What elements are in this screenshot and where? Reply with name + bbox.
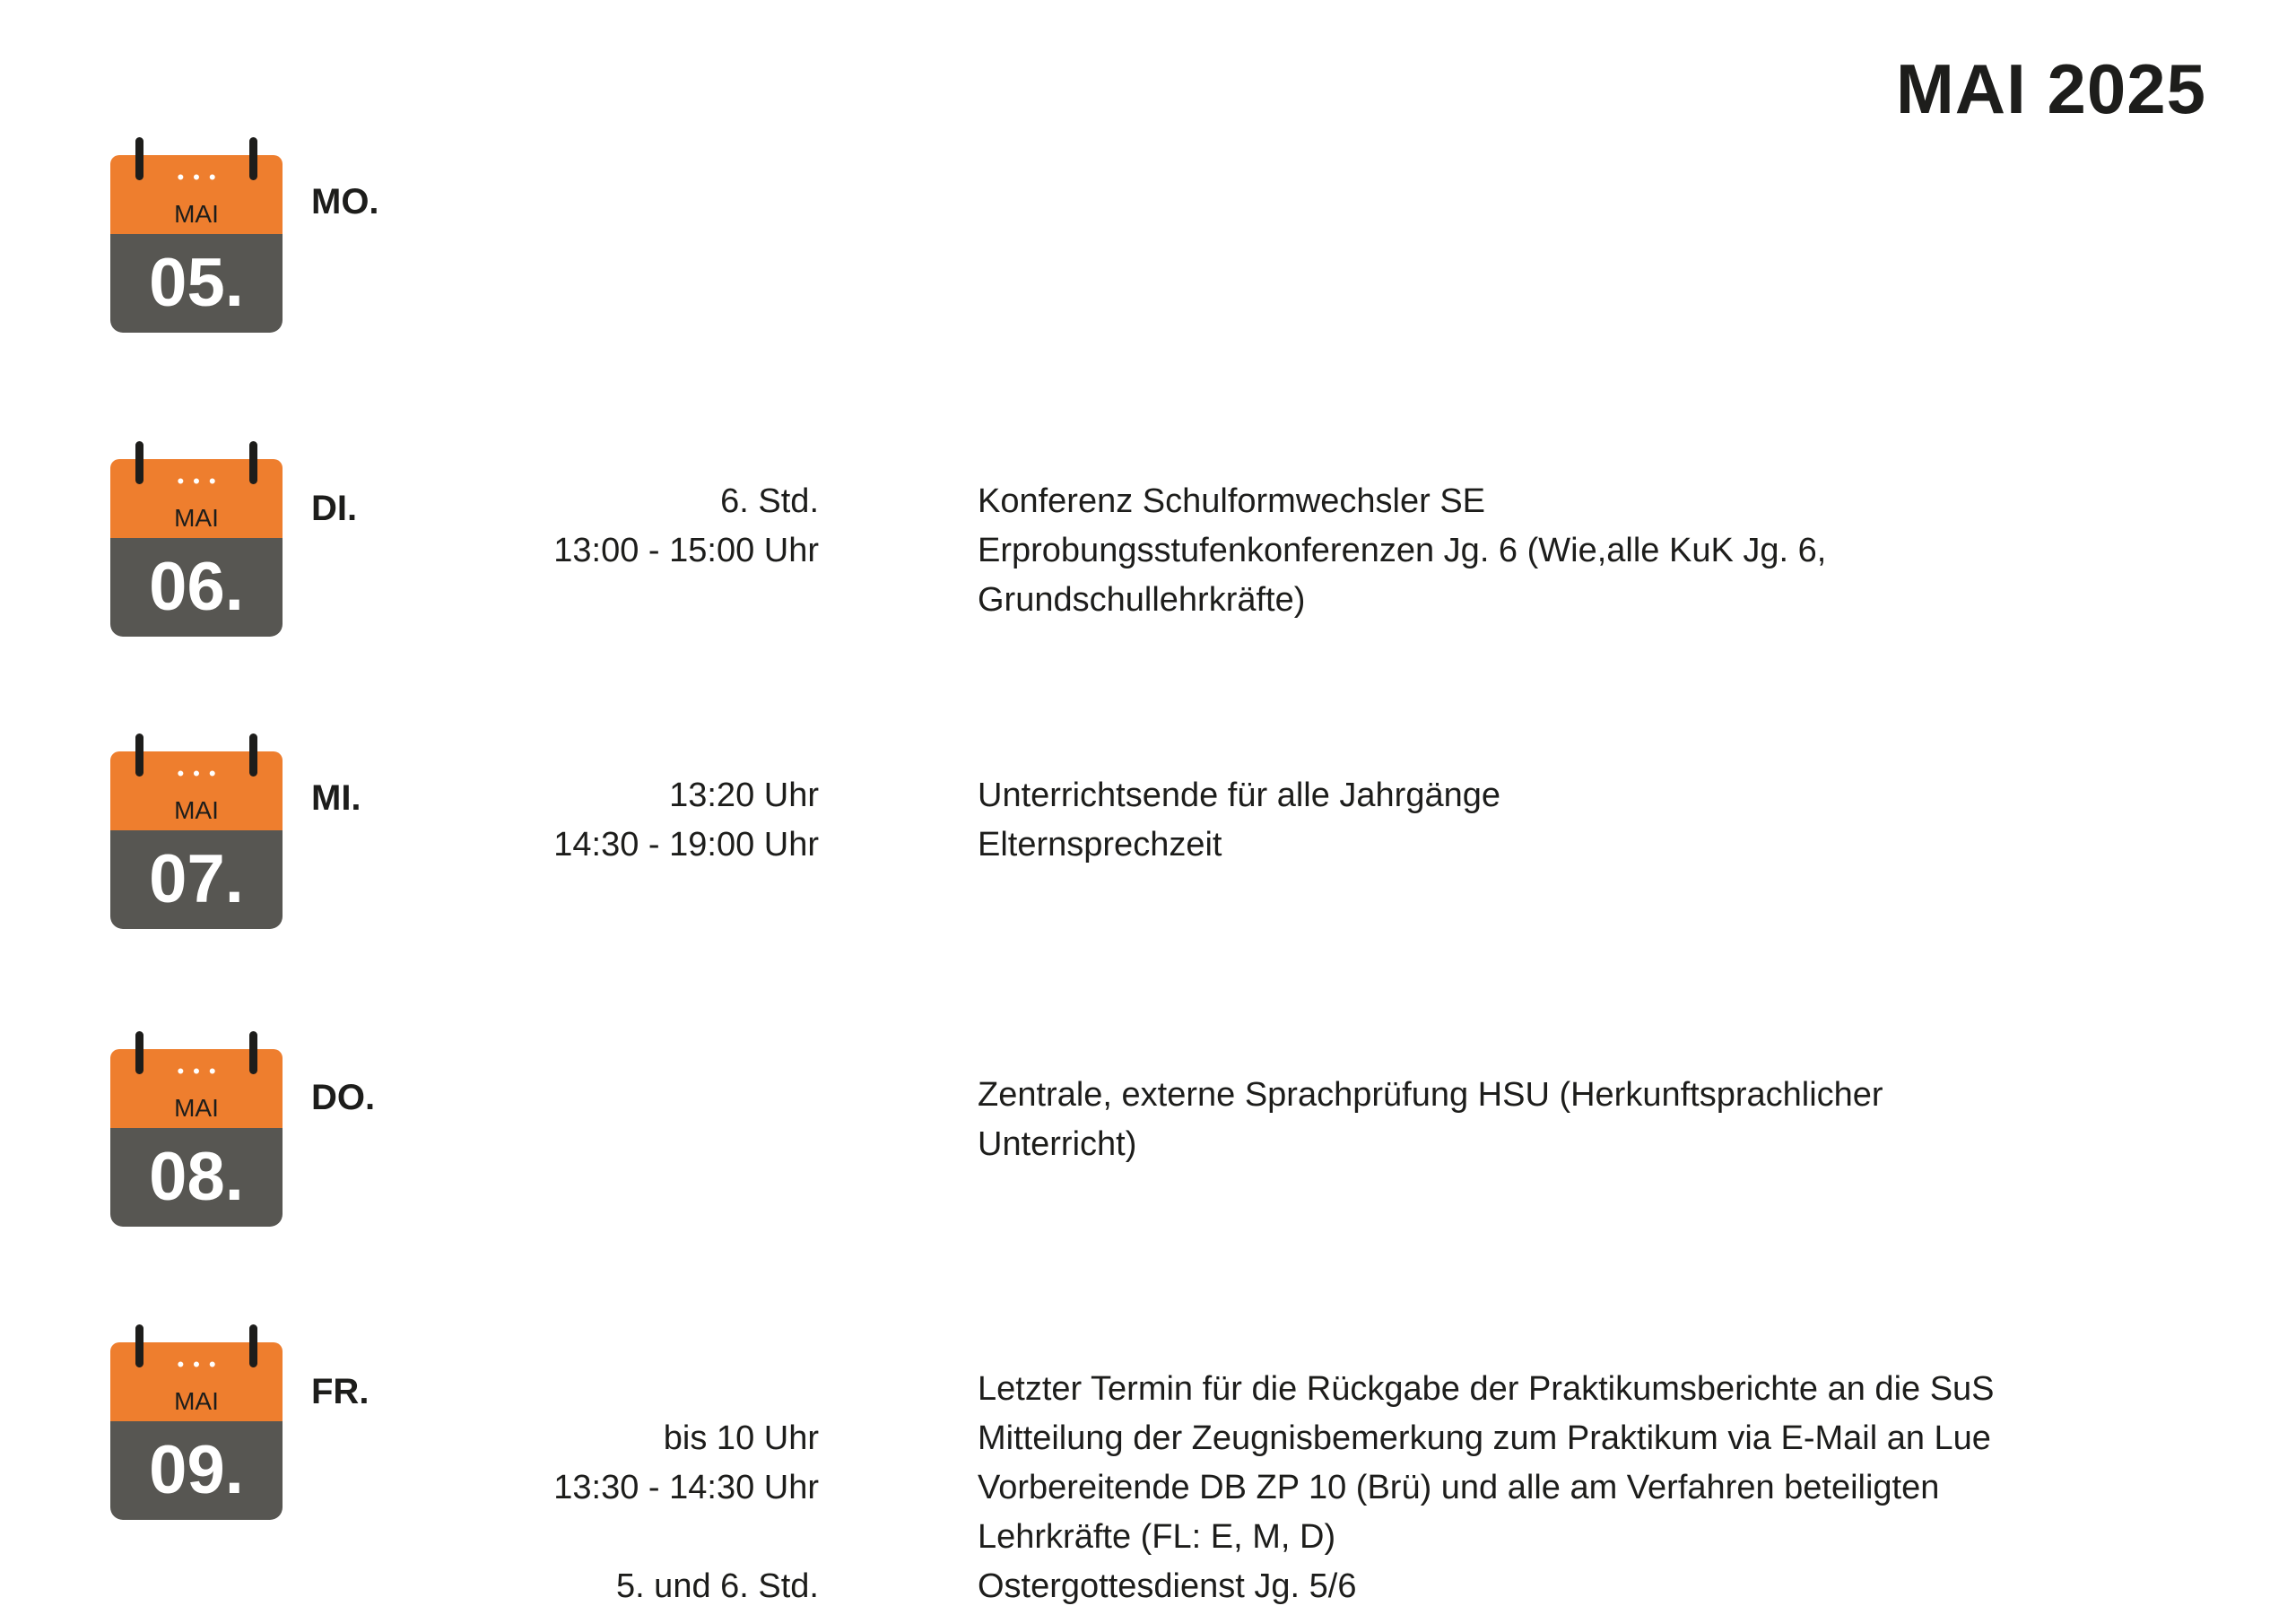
event-row [0, 1463, 2296, 1513]
event-row [0, 771, 2296, 820]
weekday-label: FR. [311, 1372, 370, 1411]
calendar-month: MAI [174, 200, 219, 228]
event-description: Erprobungsstufenkonferenzen Jg. 6 (Wie,alle KuK Jg. 6, [978, 532, 1827, 569]
calendar-date: 09. [149, 1432, 244, 1508]
event-description: Zentrale, externe Sprachprüfung HSU (Herkunftsprachlicher [978, 1076, 1883, 1114]
event-row [0, 477, 2296, 526]
event-description: Grundschullehrkräfte) [978, 581, 1306, 619]
calendar-dots-icon: ••• [177, 470, 225, 492]
event-row [0, 576, 2296, 625]
event-description: Ostergottesdienst Jg. 5/6 [978, 1567, 1357, 1605]
calendar-date: 08. [149, 1139, 244, 1215]
event-description: Konferenz Schulformwechsler SE [978, 482, 1486, 520]
calendar-dots-icon: ••• [177, 1353, 225, 1376]
event-row [0, 820, 2296, 870]
event-row [0, 526, 2296, 576]
event-time: 14:30 - 19:00 Uhr [553, 826, 819, 864]
event-time: bis 10 Uhr [663, 1419, 819, 1457]
calendar-date: 07. [149, 841, 244, 917]
calendar-date: 05. [149, 245, 244, 321]
event-row [0, 1365, 2296, 1414]
event-description: Unterrichtsende für alle Jahrgänge [978, 777, 1501, 814]
event-description: Elternsprechzeit [978, 826, 1222, 864]
event-row [0, 1414, 2296, 1463]
event-description: Mitteilung der Zeugnisbemerkung zum Praktikum via E-Mail an Lue [978, 1419, 1991, 1457]
event-description: Lehrkräfte (FL: E, M, D) [978, 1518, 1336, 1556]
page-title: MAI 2025 [1895, 49, 2206, 128]
event-row [0, 1120, 2296, 1169]
calendar-dots-icon: ••• [177, 166, 225, 188]
event-row [0, 1562, 2296, 1611]
weekday-label: MO. [311, 182, 379, 221]
calendar-month: MAI [174, 1387, 219, 1415]
calendar-month: MAI [174, 1094, 219, 1122]
event-time: 13:00 - 15:00 Uhr [553, 532, 819, 569]
calendar-icon [110, 137, 283, 325]
event-description: Vorbereitende DB ZP 10 (Brü) und alle am Verfahren beteiligten [978, 1469, 1940, 1506]
event-time: 5. und 6. Std. [615, 1567, 819, 1605]
event-description: Letzter Termin für die Rückgabe der Praktikumsberichte an die SuS [978, 1370, 1995, 1408]
event-time: 6. Std. [720, 482, 819, 520]
calendar-month: MAI [174, 504, 219, 532]
weekday-label: MI. [311, 778, 361, 818]
event-description: Unterricht) [978, 1125, 1137, 1163]
weekday-label: DI. [311, 489, 358, 528]
weekday-label: DO. [311, 1078, 376, 1117]
event-row [0, 1071, 2296, 1120]
calendar-dots-icon: ••• [177, 1060, 225, 1082]
calendar-date: 06. [149, 549, 244, 625]
calendar-dots-icon: ••• [177, 762, 225, 785]
event-row [0, 1513, 2296, 1562]
calendar-month: MAI [174, 796, 219, 824]
event-time: 13:30 - 14:30 Uhr [553, 1469, 819, 1506]
event-time: 13:20 Uhr [669, 777, 819, 814]
